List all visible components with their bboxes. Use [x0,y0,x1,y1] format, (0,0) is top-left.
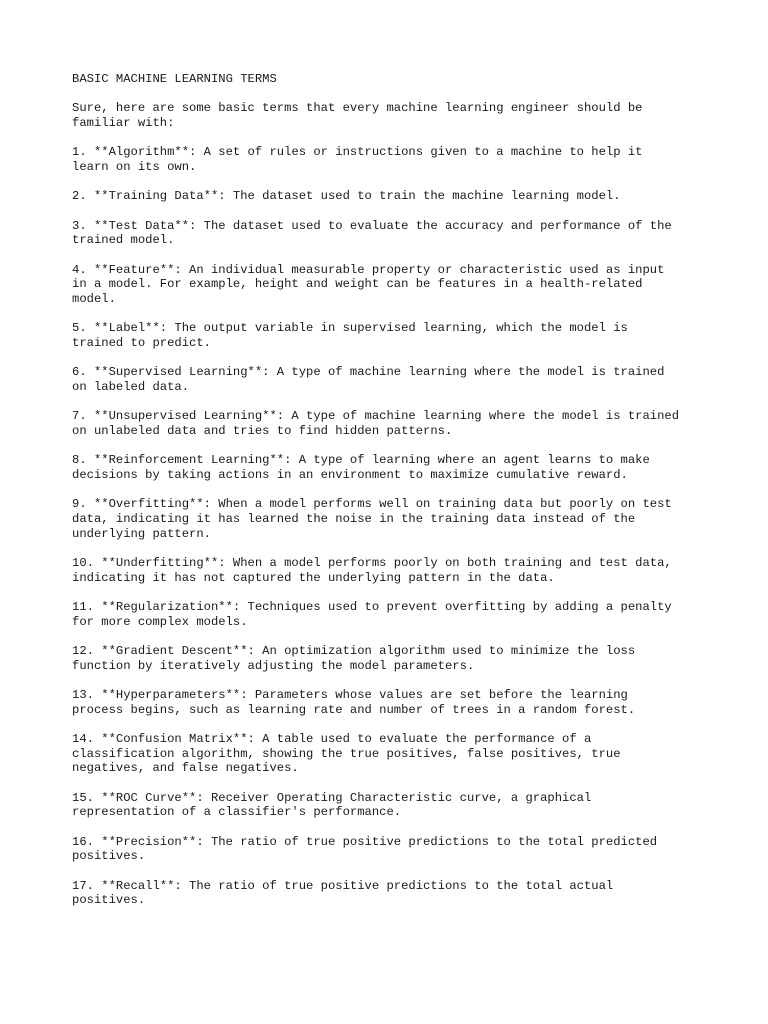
term-item-gradient-descent: 12. **Gradient Descent**: An optimization algorithm used to minimize the loss function by iteratively adjusting the model parameters. [72,644,636,673]
document-title: BASIC MACHINE LEARNING TERMS [72,72,277,86]
term-item-confusion-matrix: 14. **Confusion Matrix**: A table used to evaluate the performance of a classification algorithm, showing the true positives, false positives, true negatives, and false negatives. [72,732,621,776]
term-item-feature: 4. **Feature**: An individual measurable property or characteristic used as input in a model. For example, height and weight can be features in a health-related model. [72,262,665,306]
term-item-supervised-learning: 6. **Supervised Learning**: A type of machine learning where the model is trained on labeled data. [72,365,665,394]
term-item-precision: 16. **Precision**: The ratio of true positive predictions to the total predicted positives. [72,834,658,864]
term-item-reinforcement-learning: 8. **Reinforcement Learning**: A type of learning where an agent learns to make decisions by taking actions in an environment to maximize cumulative reward. [72,453,650,482]
term-item-roc-curve: 15. **ROC Curve**: Receiver Operating Characteristic curve, a graphical representation of a classifier's performance. [72,790,592,820]
term-item-label: 5. **Label**: The output variable in supervised learning, which the model is trained to predict. [72,321,628,350]
term-item-hyperparameters: 13. **Hyperparameters**: Parameters whose values are set before the learning process begins, such as learning rate and number of trees in a random forest. [72,688,636,717]
term-item-underfitting: 10. **Underfitting**: When a model performs poorly on both training and test data, indicating it has not captured the underlying pattern in the data. [72,556,672,585]
term-item-algorithm: 1. **Algorithm**: A set of rules or instructions given to a machine to help it learn on its own. [72,145,643,174]
term-item-overfitting: 9. **Overfitting**: When a model performs well on training data but poorly on test data, indicating it has learned the noise in the training data instead of the underlying pattern. [72,497,672,541]
term-item-recall: 17. **Recall**: The ratio of true positive predictions to the total actual positives. [72,878,614,908]
term-item-test-data: 3. **Test Data**: The dataset used to evaluate the accuracy and performance of the trained model. [72,218,672,248]
terms-list [72,145,708,908]
term-item-unsupervised-learning: 7. **Unsupervised Learning**: A type of machine learning where the model is trained on unlabeled data and tries to find hidden patterns. [72,409,680,438]
term-item-regularization: 11. **Regularization**: Techniques used to prevent overfitting by adding a penalty for more complex models. [72,600,672,629]
intro-paragraph: Sure, here are some basic terms that every machine learning engineer should be familiar with: [72,101,643,130]
term-item-training-data: 2. **Training Data**: The dataset used to train the machine learning model. [72,189,621,204]
